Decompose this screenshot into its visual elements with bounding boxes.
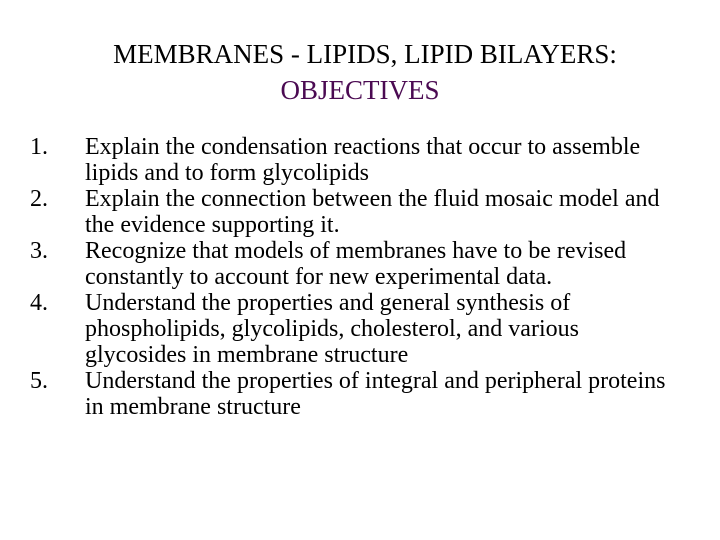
objective-item [30,238,670,290]
objective-item [30,368,670,420]
objective-text: Recognize that models of membranes have to be revised constantly to account for new experimental data. [85,238,627,290]
objective-text: Explain the condensation reactions that occur to assemble lipids and to form glycolipids [85,134,641,186]
objective-number: 1. [30,134,48,160]
objective-text: Explain the connection between the fluid mosaic model and the evidence supporting it. [85,186,660,238]
objective-number: 2. [30,186,48,212]
objective-number: 5. [30,368,48,394]
title-subtitle-objectives: OBJECTIVES [280,75,440,105]
objective-number: 4. [30,290,48,316]
objective-text: Understand the properties and general synthesis of phospholipids, glycolipids, cholesterol, and various glycosides in membrane structure [85,290,579,368]
slide-title [0,36,720,108]
objectives-list [30,134,670,420]
objective-item [30,186,670,238]
title-main: MEMBRANES - LIPIDS, LIPID BILAYERS: [113,39,617,69]
objective-item [30,134,670,186]
objective-item [30,290,670,368]
objective-number: 3. [30,238,48,264]
objective-text: Understand the properties of integral and peripheral proteins in membrane structure [85,368,666,420]
